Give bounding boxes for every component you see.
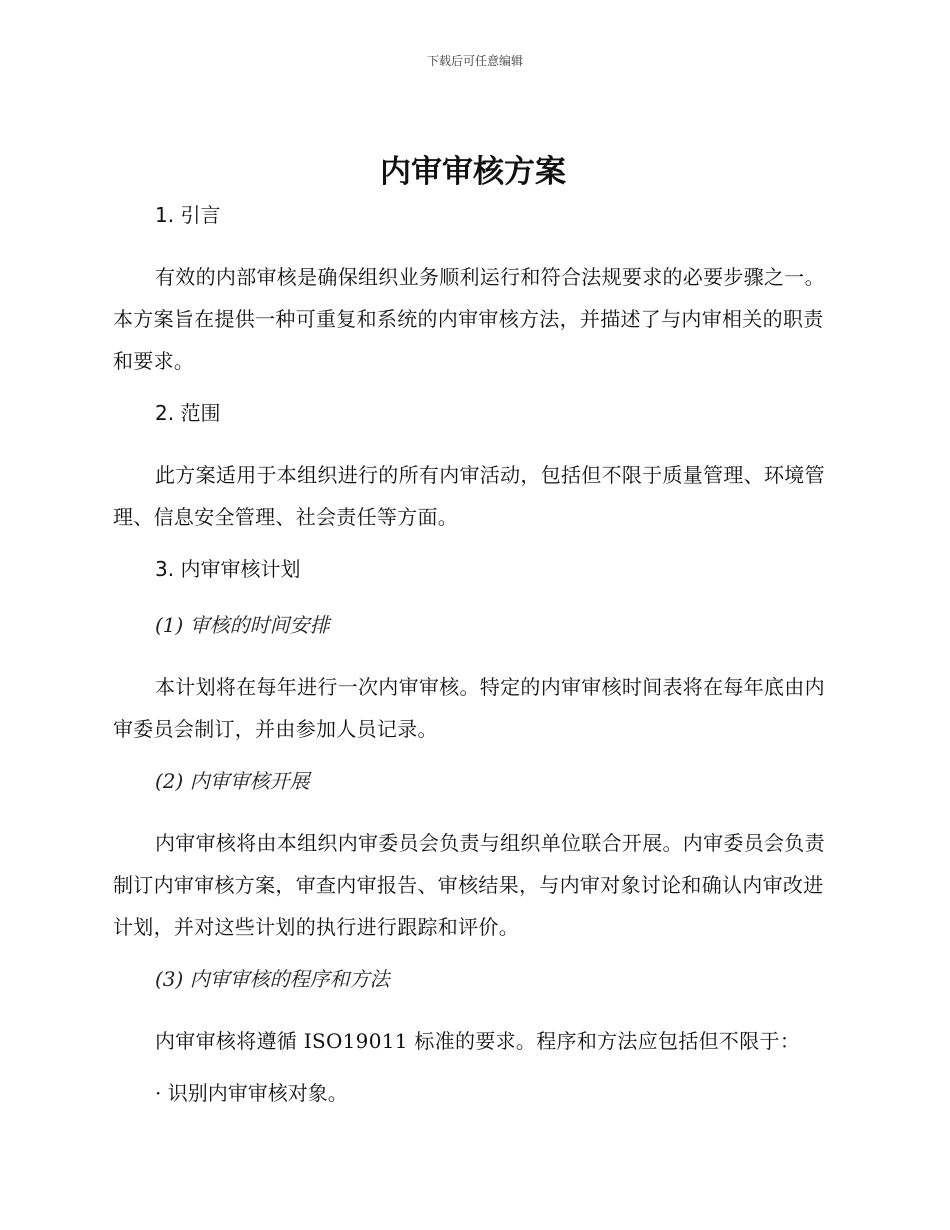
- document-body: [113, 150, 833, 1108]
- section-heading-scope: 2. 范围: [155, 401, 221, 425]
- paragraph-conduct: 内审审核将由本组织内审委员会负责与组织单位联合开展。内审委员会负责制订内审审核方案，审查内审报告、审核结果，与内审对象讨论和确认内审改进计划，并对这些计划的执行进行跟踪和评价。: [113, 831, 825, 939]
- page-header: 下载后可任意编辑: [426, 54, 523, 68]
- subsection-heading-schedule: (1) 审核的时间安排: [155, 613, 330, 637]
- section-heading-plan: 3. 内审审核计划: [155, 557, 301, 581]
- section-heading-intro: 1. 引言: [155, 203, 221, 227]
- list-item: · 识别内审审核对象。: [155, 1081, 348, 1105]
- document-title: 内审审核方案: [380, 154, 566, 190]
- subsection-heading-procedure: (3) 内审审核的程序和方法: [155, 967, 390, 991]
- subsection-heading-conduct: (2) 内审审核开展: [155, 769, 310, 793]
- paragraph-procedure: 内审审核将遵循 ISO19011 标准的要求。程序和方法应包括但不限于：: [155, 1029, 801, 1053]
- paragraph-intro: 有效的内部审核是确保组织业务顺利运行和符合法规要求的必要步骤之一。本方案旨在提供一种可重复和系统的内审审核方法，并描述了与内审相关的职责和要求。: [113, 265, 825, 373]
- paragraph-schedule: 本计划将在每年进行一次内审审核。特定的内审审核时间表将在每年底由内审委员会制订，并由参加人员记录。: [113, 675, 825, 741]
- paragraph-scope: 此方案适用于本组织进行的所有内审活动，包括但不限于质量管理、环境管理、信息安全管理、社会责任等方面。: [113, 463, 825, 529]
